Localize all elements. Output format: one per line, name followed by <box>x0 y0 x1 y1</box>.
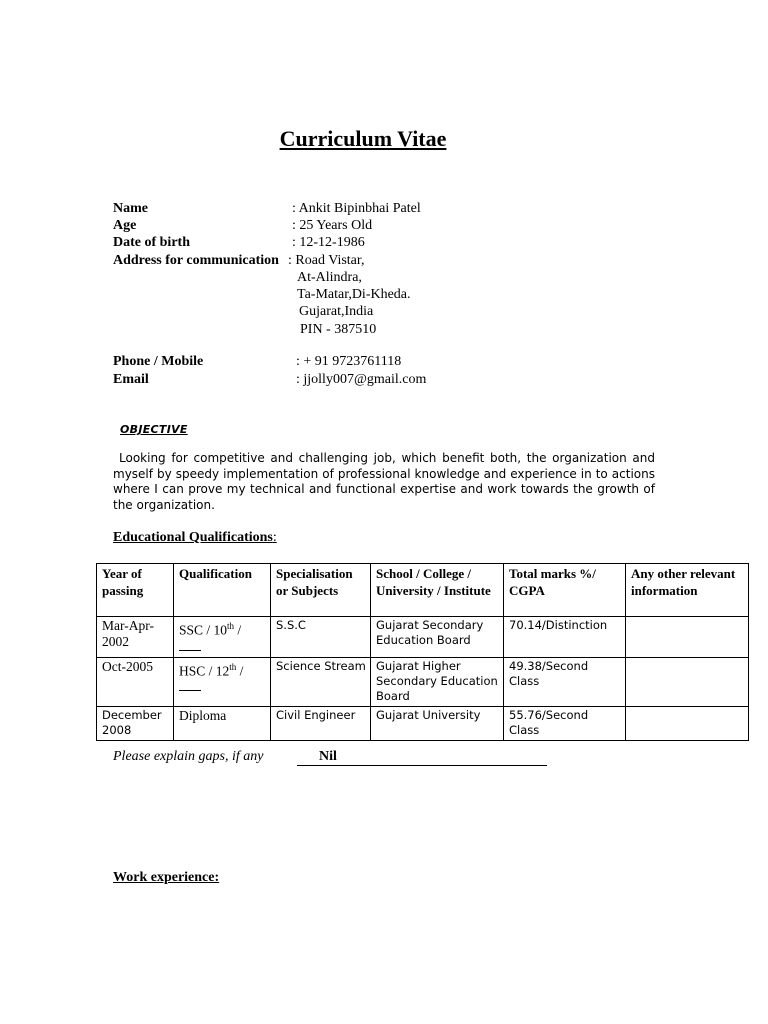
name-label: Name <box>113 201 148 216</box>
address-label: Address for communication <box>113 253 279 268</box>
education-heading-colon: : <box>272 530 277 545</box>
gaps-question: Please explain gaps, if any <box>113 749 264 764</box>
age-label: Age <box>113 218 137 233</box>
cell-marks: 70.14/Distinction <box>504 617 626 658</box>
dob-label: Date of birth <box>113 235 190 250</box>
objective-text: Looking for competitive and challenging job, which benefit both, the organization and myself by speedy implementation of professional knowledge and experience in to actions where I can prove my technical and functional expertise and work towards the growth of the organization. <box>113 451 655 512</box>
education-heading-text: Educational Qualifications <box>113 530 273 545</box>
blank-line <box>179 640 201 651</box>
dob-value: : 12-12-1986 <box>292 235 365 250</box>
cell-school: Gujarat University <box>371 706 504 740</box>
qual-text: SSC / 10 <box>179 622 228 638</box>
cell-year: Mar-Apr-2002 <box>97 617 174 658</box>
cell-specialisation: Science Stream <box>271 657 371 706</box>
qual-tail: / <box>236 663 244 678</box>
cell-other <box>626 706 749 740</box>
table-header-row <box>97 564 749 617</box>
email-label: Email <box>113 372 149 387</box>
table-row <box>97 657 749 706</box>
cell-year: December 2008 <box>97 706 174 740</box>
qual-tail: / <box>234 622 242 638</box>
cell-year: Oct-2005 <box>97 657 174 706</box>
age-value: : 25 Years Old <box>292 218 373 233</box>
qual-sup: th <box>229 661 237 672</box>
address-line-3: Ta-Matar,Di-Kheda. <box>297 287 411 302</box>
cell-other <box>626 617 749 658</box>
work-experience-heading: Work experience: <box>113 870 220 885</box>
col-header-specialisation: Specialisation or Subjects <box>271 564 371 617</box>
qual-text: HSC / 12 <box>179 663 230 678</box>
qual-sup: th <box>227 621 235 631</box>
table-row <box>97 706 749 740</box>
cell-qualification <box>174 617 271 658</box>
col-header-year: Year of passing <box>97 564 174 617</box>
phone-label: Phone / Mobile <box>113 354 204 369</box>
cell-qualification <box>174 657 271 706</box>
address-line-2: At-Alindra, <box>297 270 362 285</box>
cell-school: Gujarat Higher Secondary Education Board <box>371 657 504 706</box>
page-title: Curriculum Vitae <box>279 126 447 151</box>
cell-other <box>626 657 749 706</box>
gaps-answer-line <box>297 749 547 766</box>
col-header-school: School / College / University / Institute <box>371 564 504 617</box>
name-value: : Ankit Bipinbhai Patel <box>292 201 421 216</box>
cell-qualification: Diploma <box>174 706 271 740</box>
table-row <box>97 617 749 658</box>
cell-specialisation: Civil Engineer <box>271 706 371 740</box>
phone-value: : + 91 9723761118 <box>296 354 402 369</box>
col-header-qualification: Qualification <box>174 564 271 617</box>
cell-specialisation: S.S.C <box>271 617 371 658</box>
col-header-other: Any other relevant information <box>626 564 749 617</box>
cell-school: Gujarat Secondary Education Board <box>371 617 504 658</box>
education-table <box>96 563 749 741</box>
cell-marks: 49.38/Second Class <box>504 657 626 706</box>
address-line-1: : Road Vistar, <box>288 253 365 268</box>
objective-heading: OBJECTIVE <box>120 423 188 436</box>
blank-line <box>179 680 201 691</box>
gaps-answer: Nil <box>319 749 337 764</box>
address-line-4: Gujarat,India <box>299 304 374 319</box>
email-value: : jjolly007@gmail.com <box>296 372 427 387</box>
address-pin: PIN - 387510 <box>300 322 377 337</box>
education-heading <box>113 530 277 546</box>
cell-marks: 55.76/Second Class <box>504 706 626 740</box>
col-header-marks: Total marks %/ CGPA <box>504 564 626 617</box>
